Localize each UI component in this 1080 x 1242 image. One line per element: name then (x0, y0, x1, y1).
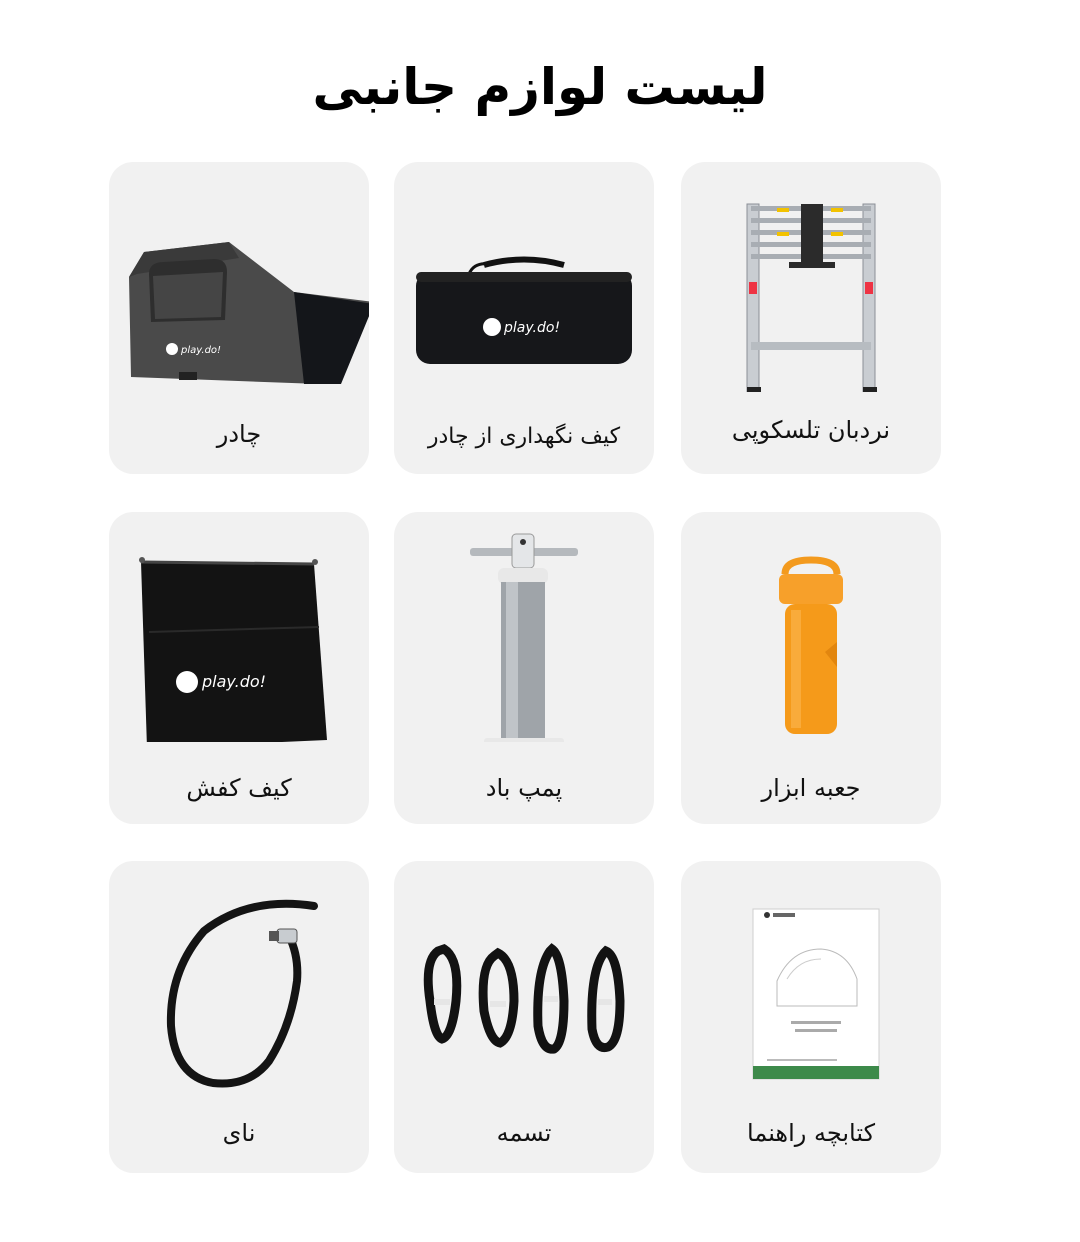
item-label-air-pump: پمپ باد (485, 774, 563, 802)
item-label-straps: تسمه (496, 1119, 552, 1147)
item-card-ladder (681, 162, 941, 474)
ladder-image (681, 162, 941, 392)
tent-image (109, 162, 369, 392)
logo-text: play.do! (181, 345, 222, 356)
manual-image (681, 861, 941, 1091)
item-card-tent (109, 162, 369, 474)
item-card-tool-box (681, 512, 941, 824)
hose-image (109, 861, 369, 1091)
air-pump-image (394, 512, 654, 742)
item-label-shoe-bag: کیف کفش (186, 774, 292, 802)
logo-text: play.do! (504, 320, 561, 336)
straps-image (394, 861, 654, 1091)
logo-text: play.do! (202, 672, 267, 691)
shoe-bag-image (109, 512, 369, 742)
item-card-straps (394, 861, 654, 1173)
item-label-ladder: نردبان تلسکوپی (731, 416, 891, 444)
item-card-storage-bag (394, 162, 654, 474)
item-label-tent: چادر (216, 420, 262, 448)
item-label-tool-box: جعبه ابزار (761, 774, 861, 802)
tool-box-image (681, 512, 941, 742)
item-card-shoe-bag (109, 512, 369, 824)
item-card-manual (681, 861, 941, 1173)
item-label-manual: کتابچه راهنما (747, 1119, 875, 1147)
item-card-air-pump (394, 512, 654, 824)
item-label-storage-bag: کیف نگهداری از چادر (427, 424, 621, 449)
item-card-hose (109, 861, 369, 1173)
storage-bag-image (394, 162, 654, 392)
page-title: لیست لوازم جانبی (312, 58, 768, 116)
item-label-hose: نای (222, 1119, 256, 1147)
